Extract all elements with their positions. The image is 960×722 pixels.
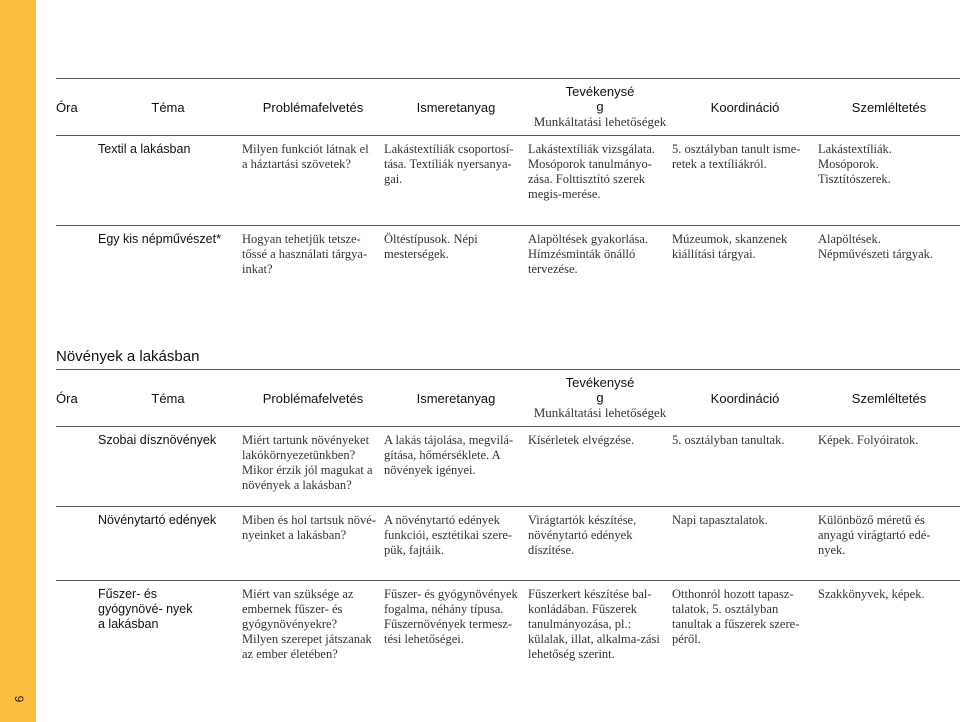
header-ismeretanyag: Ismeretanyag (384, 370, 528, 427)
header-koordinacio: Koordináció (672, 79, 818, 136)
koordinacio-cell: Napi tapasztalatok. (672, 507, 818, 581)
tevekenyseg-cell: Virágtartók készítése, növénytartó edények díszítése. (528, 507, 672, 581)
problem-cell: Miért van szüksége az embernek fűszer- és gyógynövényekre? Milyen szerepet játszanak az ember életében? (242, 587, 372, 661)
szemleltetes-cell: Képek. Folyóiratok. (818, 427, 960, 507)
koordinacio-cell: 5. osztályban tanult isme-retek a textíliákról. (672, 136, 818, 226)
szemleltetes-cell: Különböző méretű és anyagú virágtartó edé-nyek. (818, 507, 960, 581)
lesson-table-textile (56, 78, 960, 326)
topic-cell: Egy kis népművészet* (98, 232, 221, 246)
koordinacio-cell: Otthonról hozott tapasz-talatok, 5. osztályban tanultak a fűszerek szere-péről. (672, 587, 800, 646)
header-tema: Téma (94, 79, 242, 136)
tevekenyseg-cell: Fűszerkert készítése bal-konládában. Fűszerek tanulmányozása, pl.: külalak, illat, alkalma-zási lehetőség szerint. (528, 587, 660, 661)
table-row (56, 136, 960, 226)
side-color-bar (0, 0, 36, 722)
section-title: Növények a lakásban (56, 348, 200, 365)
topic-cell: Textil a lakásban (56, 136, 242, 226)
problem-cell: Hogyan tehetjük tetsze-tőssé a használati tárgya-inkat? (242, 232, 368, 276)
koordinacio-cell: Múzeumok, skanzenek kiállítási tárgyai. (672, 232, 788, 261)
ismeret-cell: Fűszer- és gyógynövények fogalma, néhány típusa. Fűszernövények termesz-tési lehetőségei. (384, 587, 518, 646)
header-ismeretanyag: Ismeretanyag (384, 79, 528, 136)
header-ora: Óra (56, 79, 94, 136)
header-tevekenyseg-label: Tevékenysé g (565, 84, 635, 114)
header-ora: Óra (56, 370, 94, 427)
table-row (56, 507, 960, 581)
header-problemafelvetes: Problémafelvetés (242, 79, 384, 136)
koordinacio-cell: 5. osztályban tanultak. (672, 427, 818, 507)
ismeret-cell: A lakás tájolása, megvilá-gítása, hőmérséklete. A növények igényei. (384, 427, 528, 507)
header-munkaltatas-label: Munkáltatási lehetőségek (533, 114, 667, 129)
szemleltetes-cell: Szakkönyvek, képek. (818, 587, 925, 601)
ismeret-cell: Öltéstípusok. Népi mesterségek. (384, 232, 478, 261)
ismeret-cell: A növénytartó edények funkciói, esztétikai szere-pük, fajtáik. (384, 507, 528, 581)
topic-cell: Szobai dísznövények (56, 427, 242, 507)
header-tevekenyseg (528, 370, 672, 427)
tevekenyseg-cell: Kísérletek elvégzése. (528, 427, 672, 507)
header-munkaltatas-label: Munkáltatási lehetőségek (533, 405, 667, 420)
szemleltetes-cell: Lakástextíliák. Mosóporok. Tisztítószerek. (818, 136, 960, 226)
szemleltetes-cell: Alapöltések. Népművészeti tárgyak. (818, 232, 934, 261)
header-szemleltetes: Szemléltetés (818, 79, 960, 136)
problem-cell: Milyen funkciót látnak el a háztartási szövetek? (242, 136, 384, 226)
header-tema: Téma (94, 370, 242, 427)
lesson-table-plants (56, 369, 960, 681)
topic-cell: Fűszer- és gyógynövé- nyek a lakásban (98, 587, 193, 631)
tevekenyseg-cell: Alapöltések gyakorlása. Hímzésminták önálló tervezése. (528, 232, 649, 276)
problem-cell: Miben és hol tartsuk növé-nyeinket a lakásban? (242, 507, 384, 581)
table-row (56, 226, 960, 326)
header-tevekenyseg-label: Tevékenysé g (565, 375, 635, 405)
topic-cell: Növénytartó edények (56, 507, 242, 581)
table-row (56, 427, 960, 507)
problem-cell: Miért tartunk növényeket lakókörnyezetünkben? Mikor érzik jól magukat a növények a lakásban? (242, 427, 384, 507)
page-number: 9 (12, 695, 26, 703)
header-tevekenyseg (528, 79, 672, 136)
header-koordinacio: Koordináció (672, 370, 818, 427)
table-row (56, 581, 960, 681)
ismeret-cell: Lakástextíliák csoportosí-tása. Textíliák nyersanya-gai. (384, 136, 528, 226)
header-problemafelvetes: Problémafelvetés (242, 370, 384, 427)
header-szemleltetes: Szemléltetés (818, 370, 960, 427)
tevekenyseg-cell: Lakástextíliák vizsgálata. Mosóporok tanulmányo-zása. Folttisztító szerek megis-merése. (528, 136, 672, 226)
